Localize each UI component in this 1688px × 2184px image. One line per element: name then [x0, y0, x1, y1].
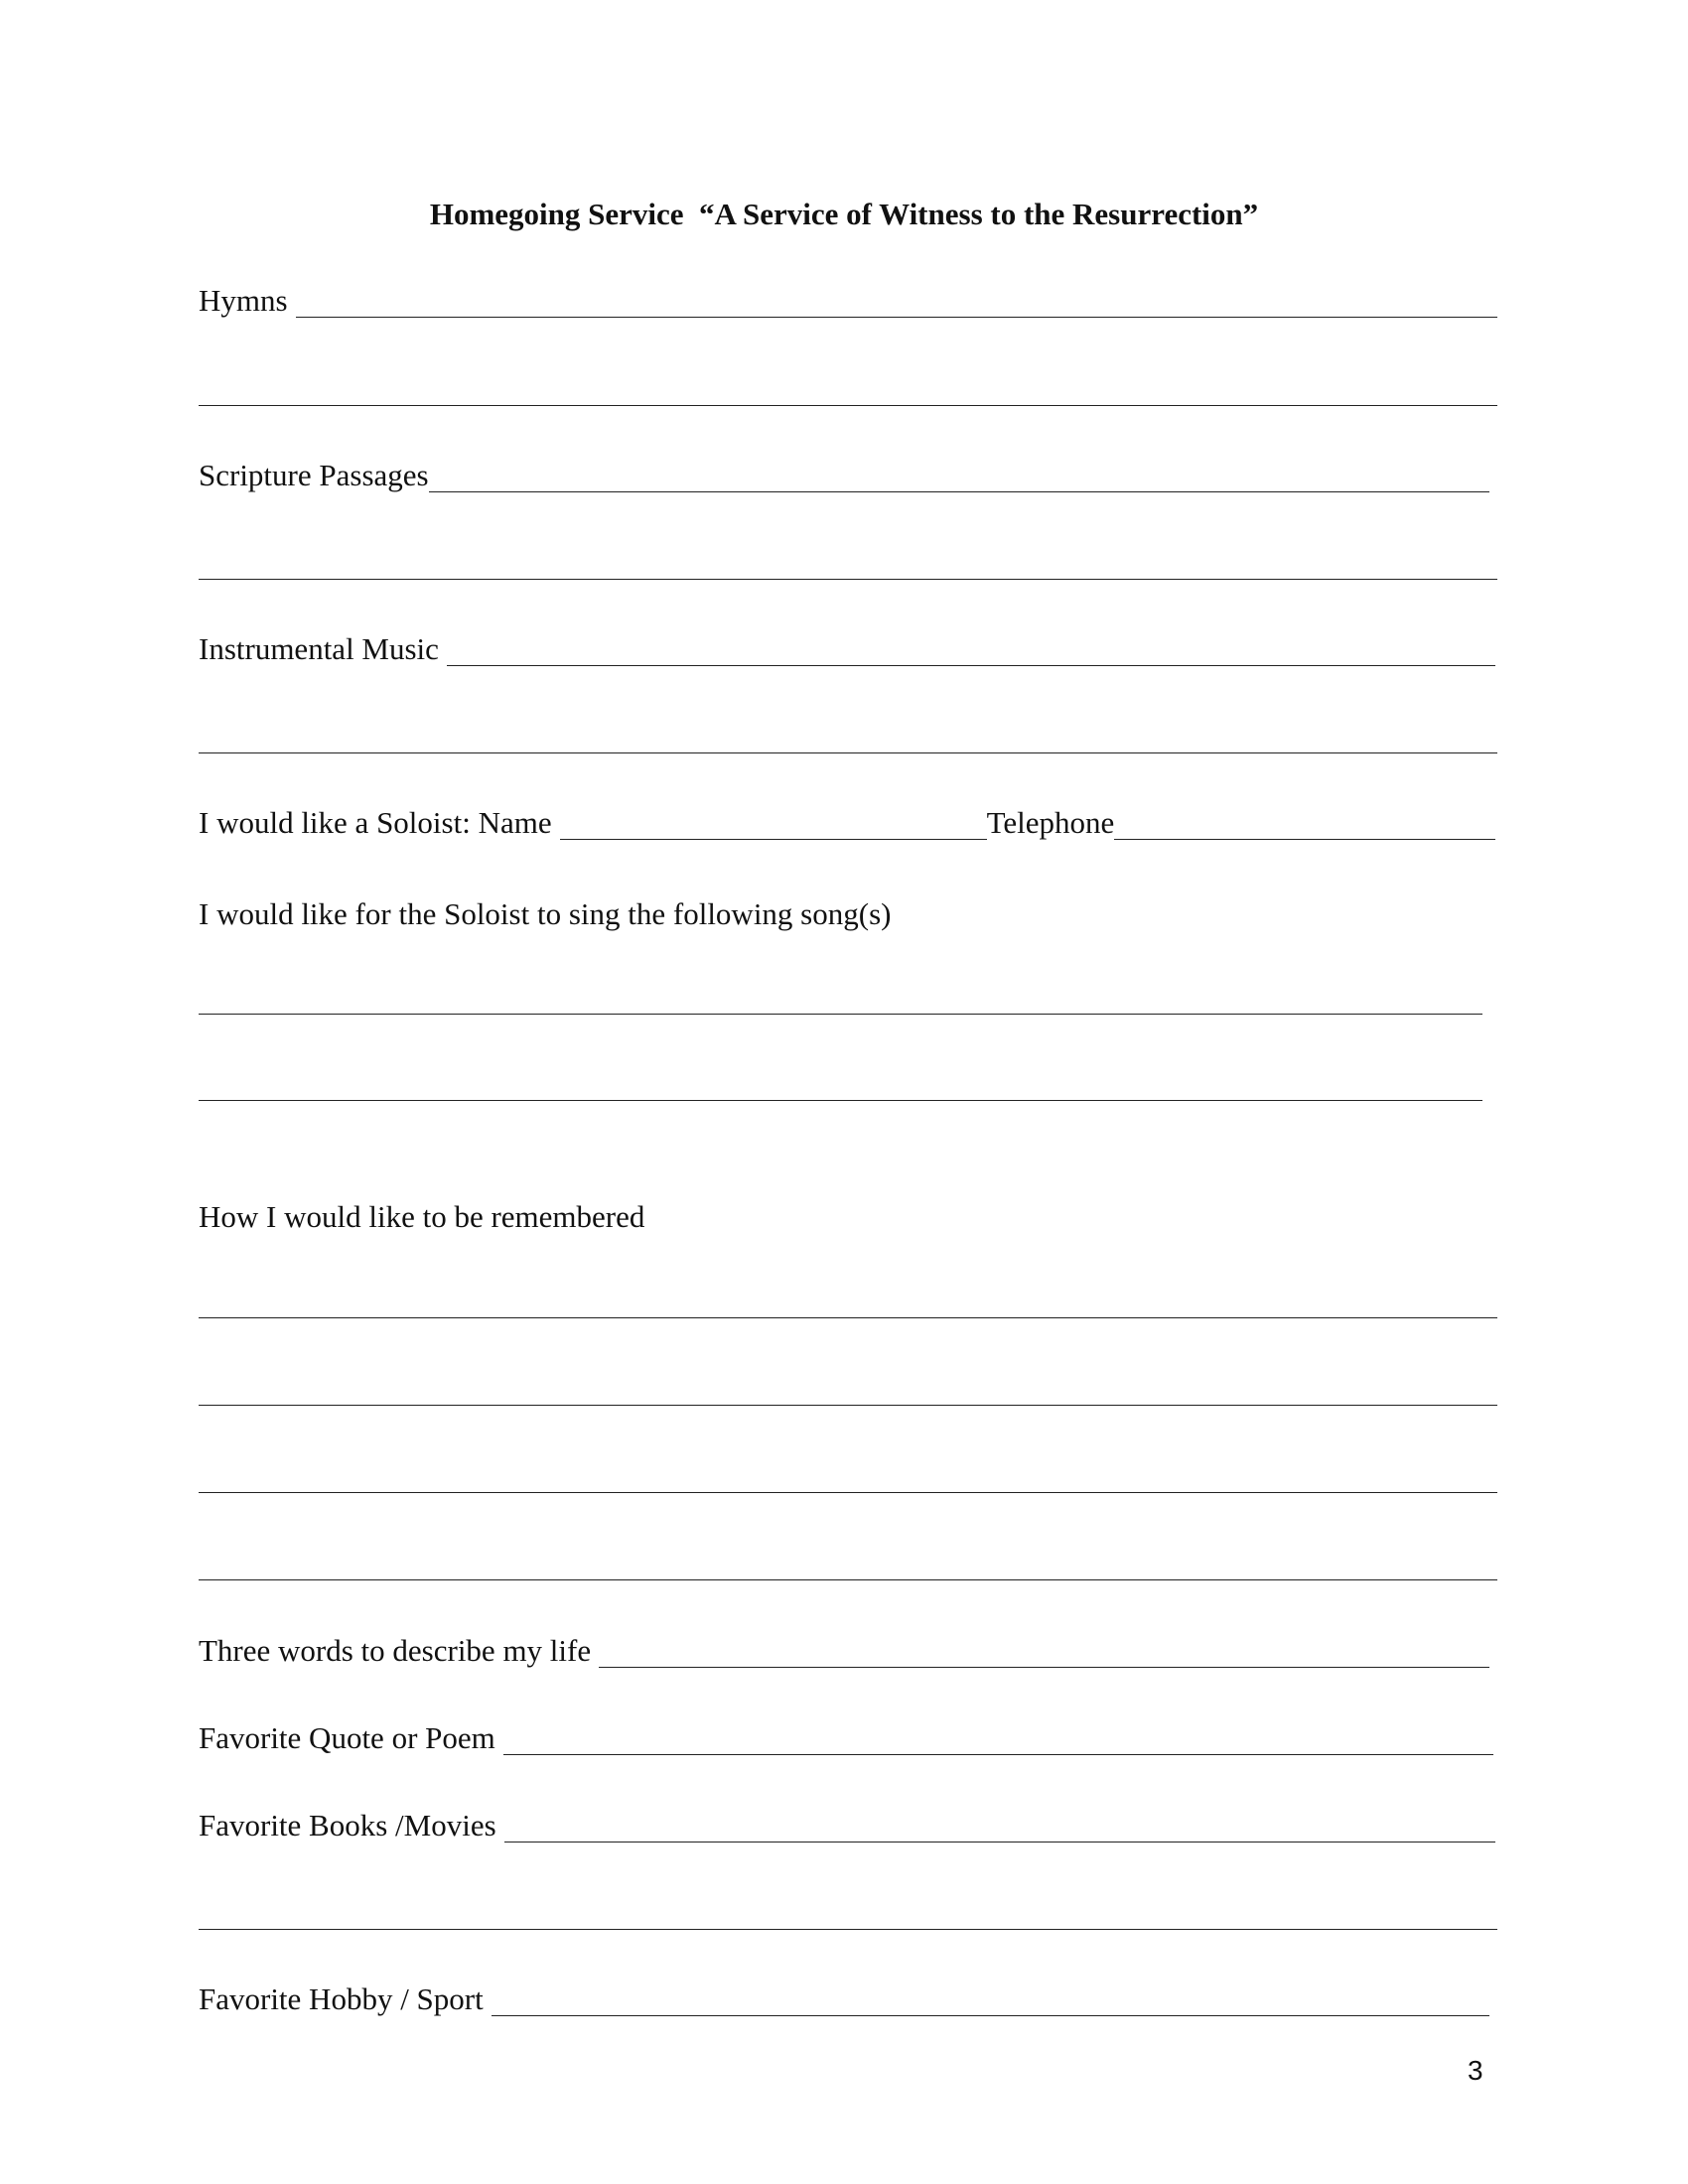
scripture-row: [199, 459, 1489, 494]
soloist-songs-line-2[interactable]: [199, 1100, 1482, 1101]
three-words-label: Three words to describe my life: [199, 1633, 592, 1668]
soloist-name-field[interactable]: [560, 838, 987, 840]
books-movies-field[interactable]: [504, 1841, 1495, 1843]
scripture-label: Scripture Passages: [199, 458, 429, 492]
soloist-telephone-label: Telephone: [986, 805, 1115, 840]
books-movies-label: Favorite Books /Movies: [199, 1808, 496, 1843]
remembered-label: How I would like to be remembered: [199, 1199, 645, 1234]
three-words-field[interactable]: [599, 1666, 1489, 1668]
books-movies-field-line-2[interactable]: [199, 1929, 1497, 1930]
hymns-row: [199, 284, 1497, 320]
soloist-telephone-field[interactable]: [1114, 838, 1495, 840]
scripture-field-line-2[interactable]: [199, 579, 1497, 580]
soloist-songs-line-1[interactable]: [199, 1014, 1482, 1015]
hobby-sport-label: Favorite Hobby / Sport: [199, 1981, 484, 2016]
soloist-songs-label: I would like for the Soloist to sing the following song(s): [199, 896, 892, 931]
instrumental-row: [199, 632, 1495, 668]
remembered-line-3[interactable]: [199, 1492, 1497, 1493]
books-movies-row: [199, 1809, 1495, 1844]
instrumental-field[interactable]: [447, 664, 1495, 666]
hobby-sport-row: [199, 1982, 1489, 2018]
scripture-field[interactable]: [429, 490, 1489, 492]
soloist-name-label: I would like a Soloist: Name: [199, 805, 552, 840]
quote-poem-label: Favorite Quote or Poem: [199, 1720, 495, 1755]
remembered-line-4[interactable]: [199, 1579, 1497, 1580]
three-words-row: [199, 1634, 1489, 1670]
page-title: Homegoing Service “A Service of Witness to the Resurrection”: [429, 197, 1259, 231]
remembered-line-2[interactable]: [199, 1405, 1497, 1406]
page-number: 3: [1468, 2055, 1483, 2086]
soloist-row: [199, 806, 1495, 842]
quote-poem-field[interactable]: [503, 1753, 1493, 1755]
remembered-line-1[interactable]: [199, 1317, 1497, 1318]
instrumental-field-line-2[interactable]: [199, 752, 1497, 753]
hymns-label: Hymns: [199, 283, 288, 318]
hobby-sport-field[interactable]: [492, 2014, 1489, 2016]
hymns-field-line-2[interactable]: [199, 405, 1497, 406]
hymns-field[interactable]: [296, 316, 1497, 318]
quote-poem-row: [199, 1721, 1493, 1757]
instrumental-label: Instrumental Music: [199, 631, 439, 666]
